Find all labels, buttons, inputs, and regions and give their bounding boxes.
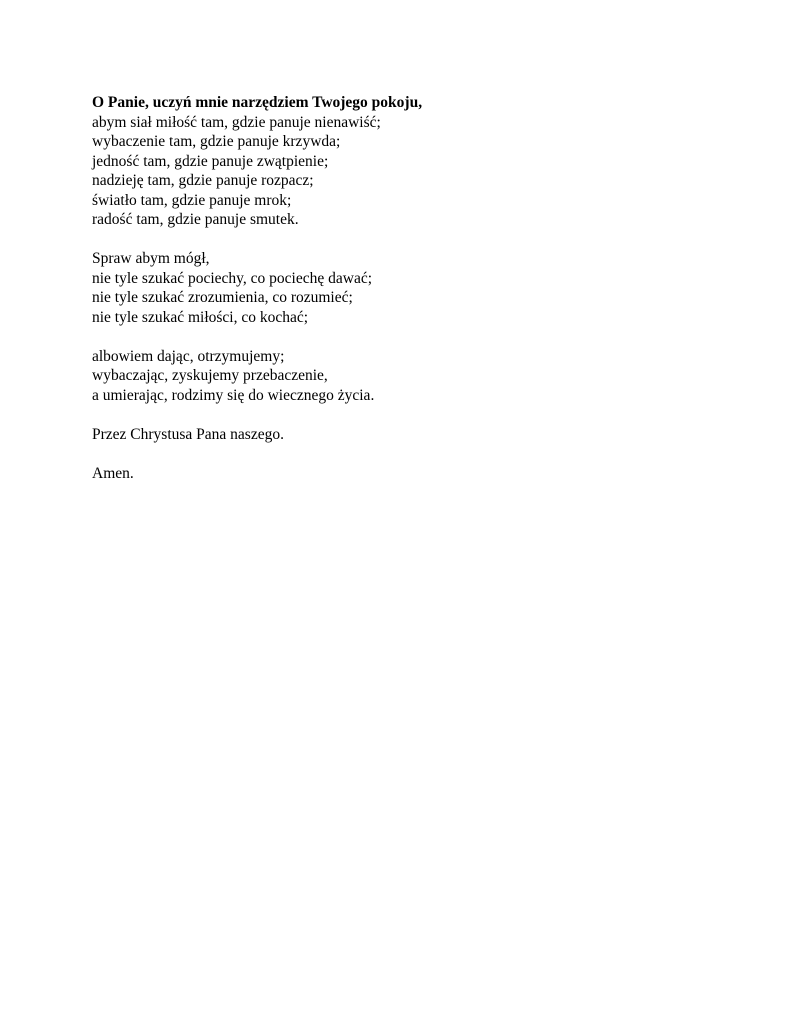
prayer-line: Amen. (92, 464, 134, 482)
stanza-1 (92, 93, 742, 230)
prayer-text (92, 93, 742, 503)
prayer-line: światło tam, gdzie panuje mrok; (92, 191, 292, 209)
prayer-line: albowiem dając, otrzymujemy; (92, 347, 285, 365)
prayer-line: nadzieję tam, gdzie panuje rozpacz; (92, 172, 314, 189)
prayer-line: wybaczając, zyskujemy przebaczenie, (92, 367, 328, 384)
prayer-line: radość tam, gdzie panuje smutek. (92, 211, 299, 228)
prayer-line: a umierając, rodzimy się do wiecznego życia. (92, 386, 375, 404)
prayer-title: O Panie, uczyń mnie narzędziem Twojego pokoju, (92, 94, 423, 111)
stanza-5 (92, 464, 742, 484)
prayer-line: Przez Chrystusa Pana naszego. (92, 425, 284, 443)
stanza-4 (92, 425, 742, 445)
prayer-line: nie tyle szukać zrozumienia, co rozumieć; (92, 289, 353, 306)
stanza-3 (92, 347, 742, 406)
prayer-line: nie tyle szukać pociechy, co pociechę dawać; (92, 269, 373, 287)
prayer-line: abym siał miłość tam, gdzie panuje nienawiść; (92, 113, 381, 131)
prayer-line: nie tyle szukać miłości, co kochać; (92, 308, 309, 326)
prayer-line: wybaczenie tam, gdzie panuje krzywda; (92, 133, 341, 150)
prayer-line: Spraw abym mógł, (92, 250, 210, 267)
prayer-line: jedność tam, gdzie panuje zwątpienie; (92, 152, 329, 170)
stanza-2 (92, 249, 742, 327)
